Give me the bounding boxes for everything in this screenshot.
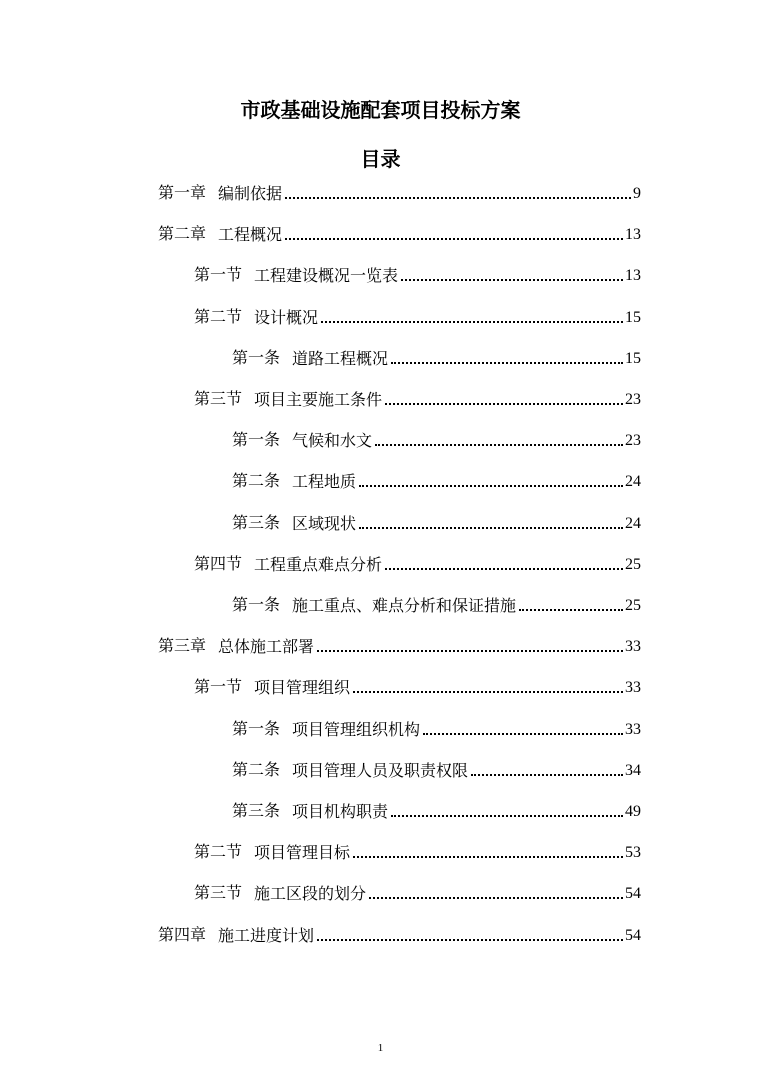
toc-entry-page: 9 [633, 185, 641, 202]
toc-entry-number: 第四节 [194, 556, 243, 573]
toc-entry-page: 34 [625, 762, 641, 779]
toc-dot-leader [471, 774, 623, 776]
toc-entry-page: 54 [625, 927, 641, 944]
toc-entry-number: 第一节 [194, 679, 243, 696]
toc-entry-page: 15 [625, 350, 641, 367]
toc-entry-number: 第一条 [232, 597, 281, 614]
toc-entry-title: 项目机构职责 [292, 802, 389, 821]
toc-dot-leader [353, 691, 623, 693]
toc-dot-leader [391, 362, 623, 364]
toc-entry-page: 49 [625, 803, 641, 820]
toc-dot-leader [317, 650, 623, 652]
toc-entry[interactable] [232, 796, 641, 822]
toc-entry[interactable] [232, 590, 641, 616]
toc-entry-number: 第四章 [158, 927, 207, 944]
toc-dot-leader [423, 733, 623, 735]
toc-entry-page: 25 [625, 597, 641, 614]
toc-heading: 目录 [360, 147, 401, 171]
toc-entry-page: 53 [625, 844, 641, 861]
toc-entry-number: 第一章 [158, 185, 207, 202]
toc-entry-title: 总体施工部署 [218, 637, 315, 656]
toc-entry-number: 第一节 [194, 267, 243, 284]
toc-entry[interactable] [194, 260, 641, 286]
toc-entry-page: 33 [625, 721, 641, 738]
toc-entry-title: 施工区段的划分 [254, 884, 367, 903]
toc-entry-title: 项目管理目标 [254, 843, 351, 862]
toc-entry-number: 第三条 [232, 803, 281, 820]
toc-entry-page: 33 [625, 638, 641, 655]
toc-entry-number: 第二条 [232, 473, 281, 490]
toc-entry[interactable] [194, 549, 641, 575]
toc-entry[interactable] [194, 384, 641, 410]
toc-dot-leader [353, 856, 623, 858]
toc-dot-leader [359, 485, 623, 487]
toc-dot-leader [321, 321, 623, 323]
toc-entry-number: 第二条 [232, 762, 281, 779]
toc-dot-leader [401, 279, 623, 281]
toc-entry-title: 工程概况 [218, 225, 283, 244]
toc-entry-page: 54 [625, 885, 641, 902]
toc-entry[interactable] [232, 466, 641, 492]
toc-entry-number: 第三节 [194, 391, 243, 408]
toc-entry-page: 13 [625, 226, 641, 243]
toc-entry[interactable] [232, 714, 641, 740]
toc-entry-title: 工程重点难点分析 [254, 555, 383, 574]
toc-entry-title: 项目管理人员及职责权限 [292, 761, 469, 780]
toc-entry[interactable] [194, 302, 641, 328]
toc-entry-title: 工程建设概况一览表 [254, 266, 399, 285]
toc-entry[interactable] [232, 425, 641, 451]
toc-entry-title: 道路工程概况 [292, 349, 389, 368]
toc-entry[interactable] [158, 920, 641, 946]
toc-entry-page: 23 [625, 432, 641, 449]
toc-entry-title: 编制依据 [218, 184, 283, 203]
toc-entry-title: 设计概况 [254, 308, 319, 327]
toc-entry-number: 第一条 [232, 350, 281, 367]
toc-entry-title: 区域现状 [292, 514, 357, 533]
toc-entry-page: 13 [625, 267, 641, 284]
toc-entry[interactable] [158, 631, 641, 657]
toc-dot-leader [519, 609, 623, 611]
toc-entry[interactable] [232, 755, 641, 781]
toc-entry-title: 施工重点、难点分析和保证措施 [292, 596, 517, 615]
toc-dot-leader [285, 197, 631, 199]
toc-entry-title: 施工进度计划 [218, 926, 315, 945]
toc-entry[interactable] [158, 219, 641, 245]
toc-dot-leader [369, 897, 623, 899]
toc-dot-leader [391, 815, 623, 817]
toc-dot-leader [285, 238, 623, 240]
toc-dot-leader [385, 568, 623, 570]
toc-entry[interactable] [194, 878, 641, 904]
toc-entry-page: 24 [625, 473, 641, 490]
document-title: 市政基础设施配套项目投标方案 [240, 98, 521, 122]
toc-entry-number: 第一条 [232, 432, 281, 449]
toc-dot-leader [375, 444, 623, 446]
toc-entry-number: 第三章 [158, 638, 207, 655]
toc-entry-page: 33 [625, 679, 641, 696]
toc-entry-page: 25 [625, 556, 641, 573]
toc-entry-number: 第二节 [194, 309, 243, 326]
toc-entry-title: 项目管理组织 [254, 678, 351, 697]
toc-entry-title: 项目主要施工条件 [254, 390, 383, 409]
toc-entry-page: 24 [625, 515, 641, 532]
toc-dot-leader [317, 939, 623, 941]
toc-entry-title: 项目管理组织机构 [292, 720, 421, 739]
toc-entry-title: 工程地质 [292, 472, 357, 491]
page-number: 1 [377, 1042, 384, 1054]
toc-entry[interactable] [194, 837, 641, 863]
toc-entry-number: 第二节 [194, 844, 243, 861]
toc-entry-number: 第三条 [232, 515, 281, 532]
toc-entry-number: 第一条 [232, 721, 281, 738]
toc-entry-number: 第二章 [158, 226, 207, 243]
toc-entry-page: 23 [625, 391, 641, 408]
toc-entry-page: 15 [625, 309, 641, 326]
toc-entry[interactable] [158, 178, 641, 204]
toc-entry-title: 气候和水文 [292, 431, 373, 450]
toc-entry[interactable] [232, 343, 641, 369]
toc-dot-leader [359, 527, 623, 529]
toc-entry[interactable] [232, 508, 641, 534]
toc-entry[interactable] [194, 672, 641, 698]
toc-entry-number: 第三节 [194, 885, 243, 902]
toc-dot-leader [385, 403, 623, 405]
